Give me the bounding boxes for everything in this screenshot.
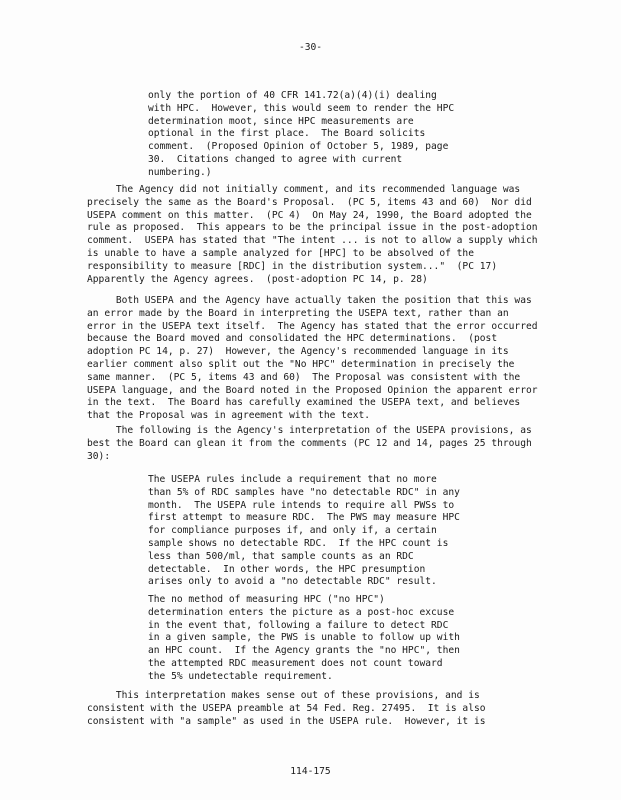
text-line: comment. (Proposed Opinion of October 5, 1989, page	[148, 141, 449, 153]
page-number-top: -30-	[298, 42, 323, 53]
text-line: in a given sample, the PWS is unable to follow up with	[148, 632, 460, 644]
text-line: 30. Citations changed to agree with current	[148, 153, 403, 165]
text-line: Both USEPA and the Agency have actually taken the position that this was	[87, 295, 532, 306]
text-line: detectable. In other words, the HPC presumption	[148, 563, 426, 575]
text-line: adoption PC 14, p. 27) However, the Agency's recommended language in its	[87, 346, 509, 358]
text-line: first attempt to measure RDC. The PWS may measure HPC	[148, 512, 460, 524]
text-line: in the event that, following a failure to detect RDC	[148, 619, 449, 631]
text-line: that the Proposal was in agreement with the text.	[87, 410, 371, 422]
text-line: for compliance purposes if, and only if, a certain	[148, 525, 437, 537]
paragraph-agency-interpretation-intro	[87, 425, 532, 463]
text-line: rule as proposed. This appears to be the principal issue in the post-adoption	[87, 222, 538, 234]
text-line: consistent with "a sample" as used in the USEPA rule. However, it is	[87, 715, 486, 727]
text-line: error in the USEPA text itself. The Agency has stated that the error occurred	[87, 320, 538, 332]
text-line: determination enters the picture as a post-hoc excuse	[148, 606, 455, 618]
text-line: numbering.)	[148, 166, 212, 178]
text-line: less than 500/ml, that sample counts as an RDC	[148, 550, 414, 562]
text-line: This interpretation makes sense out of these provisions, and is	[87, 690, 480, 701]
text-line: earlier comment also split out the "No HPC" determination in precisely the	[87, 358, 515, 370]
text-line: USEPA language, and the Board noted in the Proposed Opinion the apparent error	[87, 384, 538, 396]
text-line: arises only to avoid a "no detectable RDC" result.	[148, 576, 437, 588]
text-line: Apparently the Agency agrees. (post-adoption PC 14, p. 28)	[87, 273, 428, 285]
paragraph-agency-comment	[87, 184, 538, 286]
paragraph-error-position	[87, 295, 538, 423]
quoted-proposed-opinion	[148, 90, 488, 180]
text-line: an HPC count. If the Agency grants the "no HPC", then	[148, 645, 460, 657]
text-line: optional in the first place. The Board solicits	[148, 128, 426, 140]
blockquote-no-hpc-determination	[148, 594, 488, 684]
text-line: same manner. (PC 5, items 43 and 60) The Proposal was consistent with the	[87, 371, 521, 383]
text-line: best the Board can glean it from the comments (PC 12 and 14, pages 25 through	[87, 437, 532, 449]
text-line: an error made by the Board in interpreting the USEPA text, rather than an	[87, 307, 509, 319]
text-line: 30):	[87, 450, 111, 462]
text-line: comment. USEPA has stated that "The intent ... is not to allow a supply which	[87, 235, 538, 247]
text-line: The no method of measuring HPC ("no HPC")	[148, 594, 385, 605]
text-line: month. The USEPA rule intends to require all PWSs to	[148, 499, 455, 511]
text-line: USEPA comment on this matter. (PC 4) On May 24, 1990, the Board adopted the	[87, 209, 532, 221]
text-line: sample shows no detectable RDC. If the HPC count is	[148, 537, 449, 549]
text-line: only the portion of 40 CFR 141.72(a)(4)(i) dealing	[148, 90, 437, 101]
text-line: in the text. The Board has carefully examined the USEPA text, and believes	[87, 397, 521, 409]
text-line: The following is the Agency's interpretation of the USEPA provisions, as	[87, 425, 532, 436]
text-line: is unable to have a sample analyzed for [HPC] to be absolved of the	[87, 247, 474, 259]
blockquote-rdc-requirement	[148, 474, 488, 589]
paragraph-interpretation-conclusion	[87, 690, 507, 728]
text-line: responsibility to measure [RDC] in the distribution system..." (PC 17)	[87, 260, 498, 272]
text-line: the attempted RDC measurement does not count toward	[148, 657, 443, 669]
text-line: the 5% undetectable requirement.	[148, 670, 333, 682]
text-line: consistent with the USEPA preamble at 54 Fed. Reg. 27495. It is also	[87, 702, 486, 714]
text-line: because the Board moved and consolidated the HPC determinations. (post	[87, 333, 498, 345]
text-line: than 5% of RDC samples have "no detectable RDC" in any	[148, 486, 460, 498]
text-line: determination moot, since HPC measurements are	[148, 115, 414, 127]
text-line: The USEPA rules include a requirement that no more	[148, 474, 437, 485]
text-line: The Agency did not initially comment, and its recommended language was	[87, 184, 521, 195]
text-line: with HPC. However, this would seem to render the HPC	[148, 102, 455, 114]
text-line: precisely the same as the Board's Proposal. (PC 5, items 43 and 60) Nor did	[87, 196, 532, 208]
page-number-bottom: 114-175	[290, 766, 331, 777]
